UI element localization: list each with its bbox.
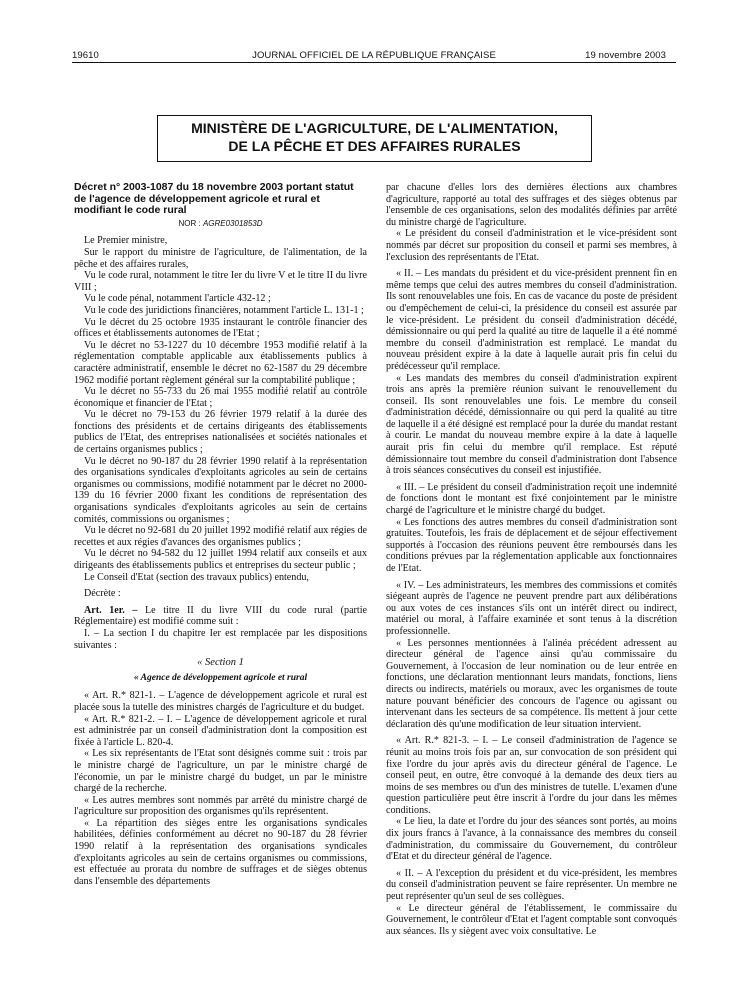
body-paragraph: « Les personnes mentionnées à l'alinéa précédent adressent au directeur général de l'agence ainsi qu'au commissaire du Gouvernement, à l'occasion de leur nomination ou de leur entrée en fonctions, une déclaration mentionnant leurs mandats, fonctions, liens directs ou indirects, matériels ou moraux, avec les organismes de toute nature pouvant bénéficier des concours de l'agence ou agissant ou intervenant dans les secteurs de sa compétence. Ils mettent à jour cette déclaration dès qu'une modification de leur situation intervient. <box>386 637 677 730</box>
body-paragraph: « IV. – Les administrateurs, les membres des commissions et comités siégeant auprès de l'agence ne peuvent prendre part aux délibérations ou aux votes de ces instances s'ils ont un intérêt direct ou indirect, matériel ou moral, à l'affaire examinée et sont tenus à la discrétion professionnelle. <box>386 579 677 637</box>
header-rule <box>72 62 676 63</box>
article-1-label: Art. 1er. – <box>84 604 138 616</box>
preamble-paragraph: Vu le décret no 94-582 du 12 juillet 1994 relatif aux conseils et aux dirigeants des établissements publics et entreprises du secteur public ; <box>74 548 367 571</box>
preamble-paragraph: Le Premier ministre, <box>84 235 168 247</box>
preamble-paragraph: Vu le code pénal, notamment l'article 432-12 ; <box>84 293 271 305</box>
preamble-paragraph: Sur le rapport du ministre de l'agriculture, de l'alimentation, de la pêche et des affaires rurales, <box>74 246 367 270</box>
body-paragraph: « Les mandats des membres du conseil d'administration expirent trois ans après la première réunion suivant le renouvellement du conseil. Ils sont renouvelables une fois. Le membre du conseil d'administration décédé, démissionnaire ou qui perd la qualité au titre de laquelle il a été désigné est remplacé pour la durée du mandat restant à courir. Le mandat du nouveau membre expire à la date à laquelle aurait pris fin celui du membre qu'il remplace. Est réputé démissionnaire tout membre du conseil d'administration dont l'absence à trois séances consécutives du conseil est injustifiée. <box>386 372 677 477</box>
ministry-box <box>157 115 592 162</box>
article-1 <box>74 605 367 628</box>
section-subtitle: « Agence de développement agricole et rural <box>133 672 308 683</box>
body-paragraph: par chacune d'elles lors des dernières élections aux chambres d'agriculture, rapporté au total des suffrages et des sièges obtenus par l'ensemble de ces organisations, selon des modalités définies par arrêté du ministre chargé de l'agriculture. <box>386 182 677 228</box>
body-paragraph: « II. – Les mandats du président et du vice-président prennent fin en même temps que celui des autres membres du conseil d'administration. Ils sont renouvelables une fois. En cas de vacance du poste de président ou d'empêchement de celui-ci, la présidence du conseil est assurée par le vice-président. Le président du conseil d'administration décédé, démissionnaire ou qui perd la qualité au titre de laquelle il a été nommé membre du conseil d'administration est remplacé. Le mandat du nouveau président expire à la date à laquelle aurait pris fin celui du prédécesseur qu'il remplace. <box>386 268 677 372</box>
preamble-paragraph: Vu le décret no 92-681 du 20 juillet 1992 modifié relatif aux régies de recettes et aux régies d'avances des organismes publics ; <box>74 525 367 548</box>
article-paragraph: « Les autres membres sont nommés par arrêté du ministre chargé de l'agriculture sur proposition des organismes qu'ils représentent. <box>74 794 367 818</box>
preamble-paragraph: Vu le décret no 79-153 du 26 février 1979 relatif à la durée des fonctions des présidents et de certains dirigeants des établissements publics de l'Etat, des entreprises nationalisées et sociétés nationales et de certains organismes publics ; <box>74 409 367 456</box>
body-paragraph: « Le lieu, la date et l'ordre du jour des séances sont portés, au moins dix jours francs à l'avance, à la connaissance des membres du conseil d'administration, du commissaire du Gouvernement, du contrôleur d'Etat et du directeur général de l'agence. <box>386 816 677 863</box>
ministry-line-1: MINISTÈRE DE L'AGRICULTURE, DE L'ALIMENTATION, <box>191 120 558 136</box>
body-paragraph: « III. – Le président du conseil d'administration reçoit une indemnité de fonctions dont le montant est fixé conjointement par le ministre chargé de l'agriculture et le ministre chargé du budget. <box>386 481 677 517</box>
body-paragraph: « Les fonctions des autres membres du conseil d'administration sont gratuites. Toutefois, les frais de déplacement et de séjour effectivement supportés à l'occasion des réunions peuvent être remboursés dans les conditions prévues par la réglementation applicable aux fonctionnaires de l'Etat. <box>386 516 677 574</box>
article-1-point-1: I. – La section I du chapitre Ier est remplacée par les dispositions suivantes : <box>74 627 367 651</box>
preamble-paragraph: Vu le code des juridictions financières, notamment l'article L. 131-1 ; <box>84 304 364 316</box>
preamble-paragraph: Vu le décret du 25 octobre 1935 instaurant le contrôle financier des offices et établissements autonomes de l'Etat ; <box>74 316 367 340</box>
nor-label: NOR : <box>178 218 201 228</box>
preamble-paragraph: Vu le décret no 53-1227 du 10 décembre 1953 modifié relatif à la réglementation comptable applicable aux établissements publics à caractère administratif, ensemble le décret no 62-1587 du 29 décembre 1962 modifié portant règlement général sur la comptabilité publique ; <box>74 339 367 386</box>
section-title: « Section 1 <box>197 657 244 669</box>
right-column <box>386 182 677 937</box>
nor-value: AGRE0301853D <box>202 218 263 228</box>
body-paragraph: « II. – A l'exception du président et du vice-président, les membres du conseil d'administration peuvent se faire représenter. Un membre ne peut représenter qu'un seul de ses collègues. <box>386 867 677 903</box>
article-paragraph: « Art. R.* 821-2. – I. – L'agence de développement agricole et rural est administrée par un conseil d'administration dont la composition est fixée à l'article L. 820-4. <box>74 713 367 748</box>
decree-title: Décret n° 2003-1087 du 18 novembre 2003 portant statut de l'agence de développement agricole et rural et modifiant le code rural <box>74 181 354 217</box>
preamble-paragraph: Vu le code rural, notamment le titre Ier du livre V et le titre II du livre VIII ; <box>74 270 367 293</box>
page-number: 19610 <box>72 50 99 61</box>
publication-date: 19 novembre 2003 <box>585 50 666 61</box>
article-paragraph: « Les six représentants de l'Etat sont désignés comme suit : trois par le ministre chargé de l'agriculture, un par le ministre chargé de l'économie, un par le ministre chargé du budget, un par le ministre chargé de la recherche. <box>74 748 367 795</box>
ministry-line-2: DE LA PÊCHE ET DES AFFAIRES RURALES <box>228 138 521 154</box>
body-paragraph: « Art. R.* 821-3. – I. – Le conseil d'administration de l'agence se réunit au moins trois fois par an, sur convocation de son président qui fixe l'ordre du jour après avis du directeur général de l'agence. Le conseil peut, en outre, être convoqué à la demande des deux tiers au moins de ses membres ou d'un des ministres de tutelle. L'examen d'une question particulière peut être inscrit à l'ordre du jour dans les mêmes conditions. <box>386 735 677 816</box>
decrete-line: Décrète : <box>84 588 121 600</box>
article-paragraph: « La répartition des sièges entre les organisations syndicales habilitées, définies conformément au décret no 90-187 du 28 février 1990 relatif à la représentation des organisations syndicales d'exploitants agricoles au sein de certains organismes ou commissions, est effectuée au prorata du nombre de suffrages et de sièges obtenus dans l'ensemble des départements <box>74 817 367 887</box>
body-paragraph: « Le directeur général de l'établissement, le commissaire du Gouvernement, le contrôleur d'Etat et l'agent comptable sont convoqués aux séances. Ils y siègent avec voix consultative. Le <box>386 902 677 937</box>
nor-reference <box>74 218 367 230</box>
journal-title: JOURNAL OFFICIEL DE LA RÉPUBLIQUE FRANÇAISE <box>252 50 496 61</box>
article-paragraph: « Art. R.* 821-1. – L'agence de développement agricole et rural est placée sous la tutelle des ministres chargés de l'agriculture et du budget. <box>74 690 367 713</box>
preamble-paragraph: Vu le décret no 55-733 du 26 mai 1955 modifié relatif au contrôle économique et financier de l'Etat ; <box>74 386 367 409</box>
preamble-paragraph: Le Conseil d'Etat (section des travaux publics) entendu, <box>84 571 309 583</box>
left-column <box>74 182 367 887</box>
article-1-text: Le titre II du livre VIII du code rural (partie Réglementaire) est modifié comme suit : <box>74 604 367 628</box>
body-paragraph: « Le président du conseil d'administration et le vice-président sont nommés par décret sur proposition du conseil et parmi ses membres, à l'exclusion des représentants de l'Etat. <box>386 228 677 263</box>
preamble-paragraph: Vu le décret no 90-187 du 28 février 1990 relatif à la représentation des organisations syndicales d'exploitants agricoles au sein de certains organismes ou commissions, modifié notamment par le décret no 2000-139 du 16 février 2000 fixant les conditions de représentation des organisations syndicales d'exploitants agricoles au sein de certains comités, commissions ou organismes ; <box>74 455 367 525</box>
